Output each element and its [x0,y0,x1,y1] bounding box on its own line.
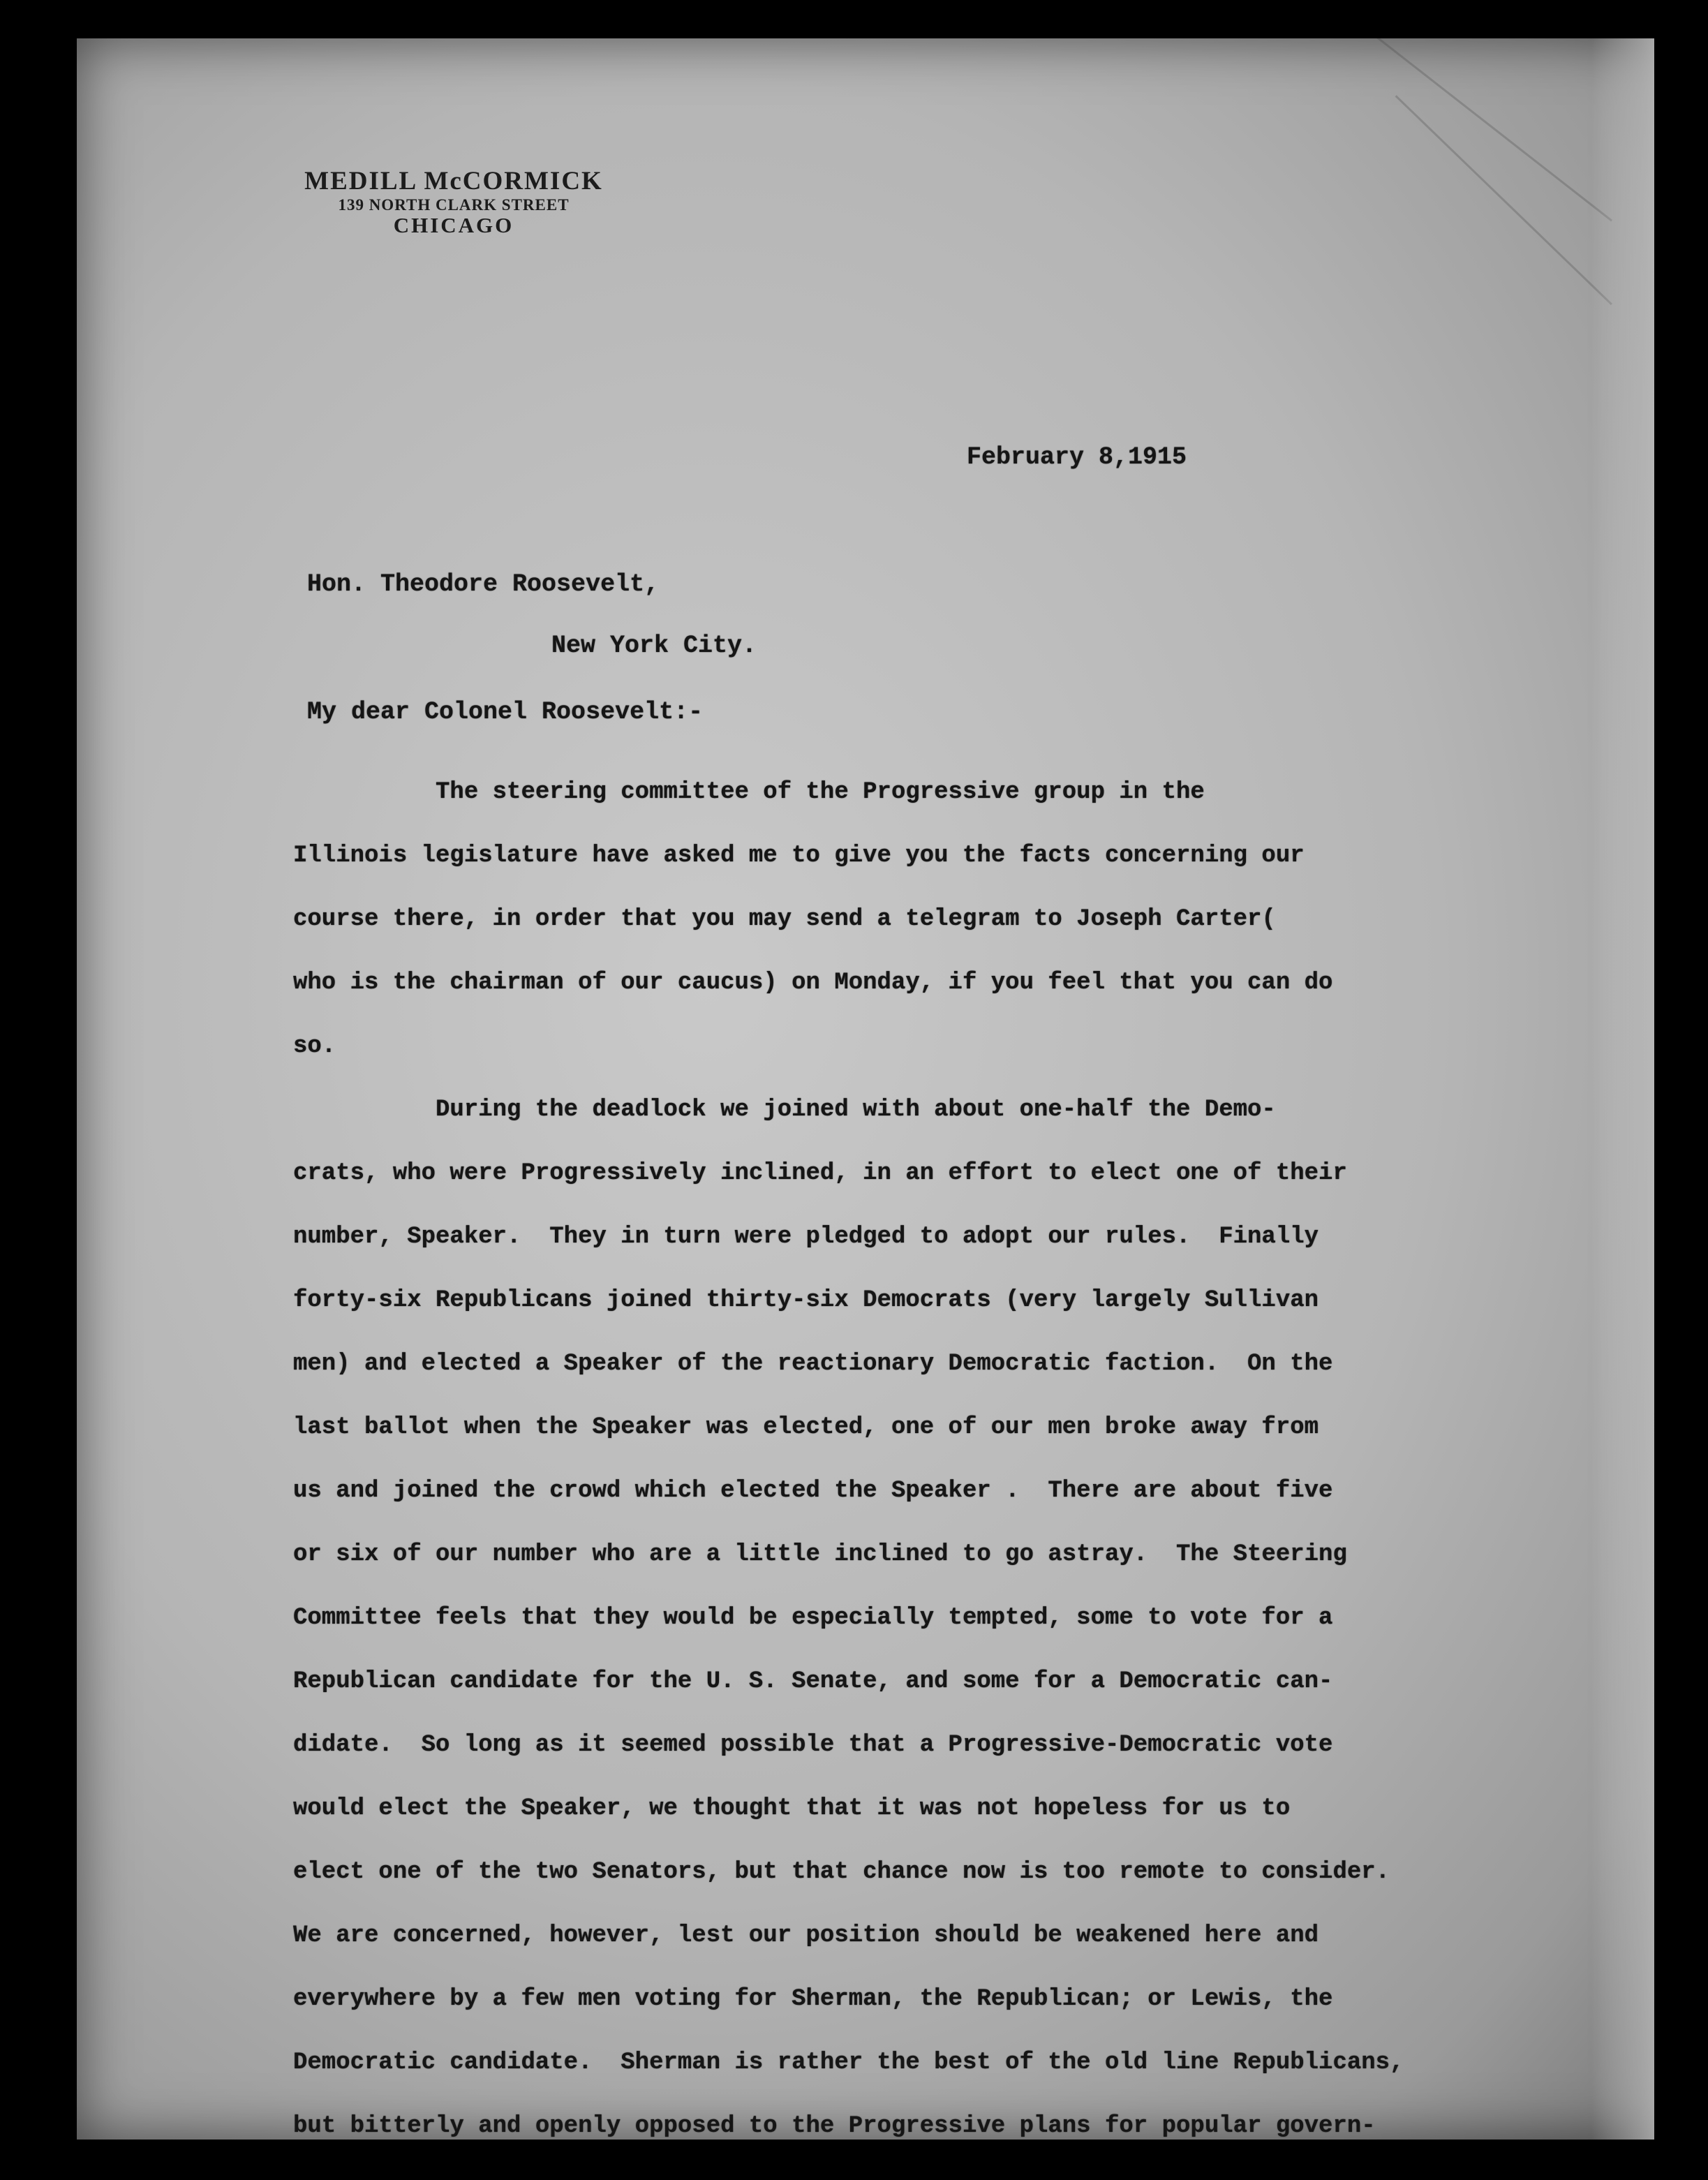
paper-fold-mark [1395,95,1612,305]
letterhead [230,168,677,237]
body-line: course there, in order that you may send a telegram to Joseph Carter( [293,906,1276,933]
body-line: forty-six Republicans joined thirty-six Democrats (very largely Sullivan [293,1287,1319,1314]
salutation: My dear Colonel Roosevelt:- [307,698,704,726]
body-line: would elect the Speaker, we thought that it was not hopeless for us to [293,1795,1291,1822]
body-line: elect one of the two Senators, but that chance now is too remote to consider. [293,1859,1390,1885]
body-line: number, Speaker. They in turn were pledged to adopt our rules. Finally [293,1224,1319,1250]
recipient-name: Hon. Theodore Roosevelt, [307,570,660,598]
letter-date: February 8,1915 [967,443,1187,471]
body-line: The steering committee of the Progressive group in the [293,779,1205,806]
body-line: us and joined the crowd which elected the Speaker . There are about five [293,1478,1333,1504]
body-line: We are concerned, however, lest our position should be weakened here and [293,1922,1319,1949]
paper-fold-mark [1325,38,1612,221]
letterhead-city: CHICAGO [393,212,514,237]
letter-body [293,761,1404,2140]
body-line: Illinois legislature have asked me to give you the facts concerning our [293,843,1305,869]
body-line: but bitterly and openly opposed to the Progressive plans for popular govern- [293,2113,1376,2140]
body-line: so. [293,1033,336,1060]
body-line: everywhere by a few men voting for Sherman, the Republican; or Lewis, the [293,1986,1333,2012]
body-line: men) and elected a Speaker of the reactionary Democratic faction. On the [293,1351,1333,1377]
body-line: who is the chairman of our caucus) on Monday, if you feel that you can do [293,970,1333,996]
letter-page [77,38,1654,2140]
body-line: didate. So long as it seemed possible that a Progressive-Democratic vote [293,1732,1333,1758]
body-line: last ballot when the Speaker was elected, one of our men broke away from [293,1414,1319,1441]
body-line: or six of our number who are a little inclined to go astray. The Steering [293,1541,1347,1568]
letterhead-name: MEDILL McCORMICK [304,167,603,195]
body-line: Committee feels that they would be especially tempted, some to vote for a [293,1605,1333,1631]
body-line: Democratic candidate. Sherman is rather the best of the old line Republicans, [293,2049,1404,2076]
letterhead-street: 139 NORTH CLARK STREET [338,195,570,214]
body-line: During the deadlock we joined with about one-half the Demo- [293,1097,1276,1123]
recipient-city: New York City. [551,632,757,660]
body-line: crats, who were Progressively inclined, in an effort to elect one of their [293,1160,1347,1187]
body-line: Republican candidate for the U. S. Senate, and some for a Democratic can- [293,1668,1333,1695]
